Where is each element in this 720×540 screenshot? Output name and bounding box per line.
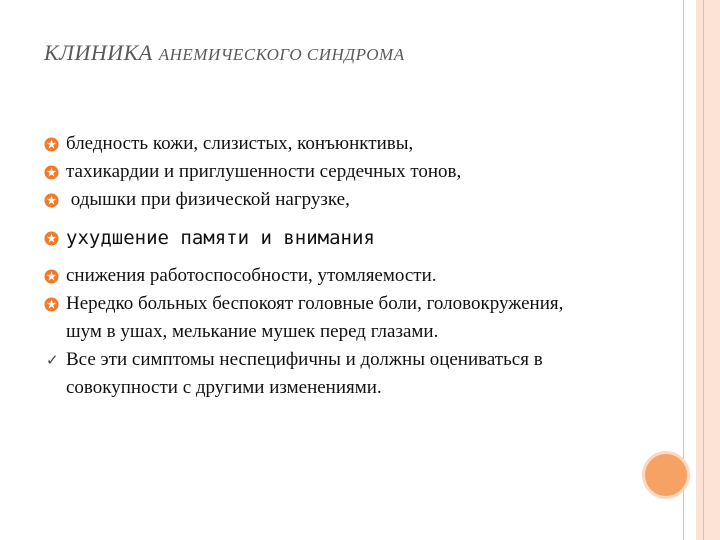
frame-line-right [703, 0, 704, 540]
orange-flower-bullet-icon [44, 269, 59, 284]
decorative-circle-icon [642, 451, 690, 499]
bullet-list [44, 130, 644, 402]
orange-flower-bullet-icon [44, 231, 59, 246]
list-item [44, 290, 586, 346]
list-item-text: бледность кожи, слизистых, конъюнктивы, [66, 133, 414, 154]
orange-flower-bullet-icon [44, 137, 59, 152]
title-rest: АНЕМИЧЕСКОГО СИНДРОМА [158, 45, 405, 64]
list-item-text: Все эти симптомы неспецифичны и должны оцениваться в совокупности с другими изменениями. [66, 349, 543, 398]
list-item-text: Нередко больных беспокоят головные боли, головокружения, шум в ушах, мелькание мушек перед глазами. [66, 293, 564, 342]
page-title [44, 40, 405, 66]
title-main: КЛИНИКА [44, 40, 153, 65]
list-item [44, 262, 644, 290]
list-item [44, 224, 644, 252]
orange-flower-bullet-icon [44, 193, 59, 208]
list-item [44, 346, 626, 402]
list-item [44, 186, 644, 214]
orange-flower-bullet-icon [44, 297, 59, 312]
list-item [44, 158, 644, 186]
list-item-text: тахикардии и приглушенности сердечных тонов, [66, 161, 462, 182]
list-item [44, 130, 644, 158]
list-item-text: снижения работоспособности, утомляемости. [66, 265, 437, 286]
list-item-text: одышки при физической нагрузке, [66, 189, 350, 210]
checkmark-icon: ✓ [46, 351, 59, 369]
list-item-text: ухудшение памяти и внимания [66, 227, 375, 249]
orange-flower-bullet-icon [44, 165, 59, 180]
